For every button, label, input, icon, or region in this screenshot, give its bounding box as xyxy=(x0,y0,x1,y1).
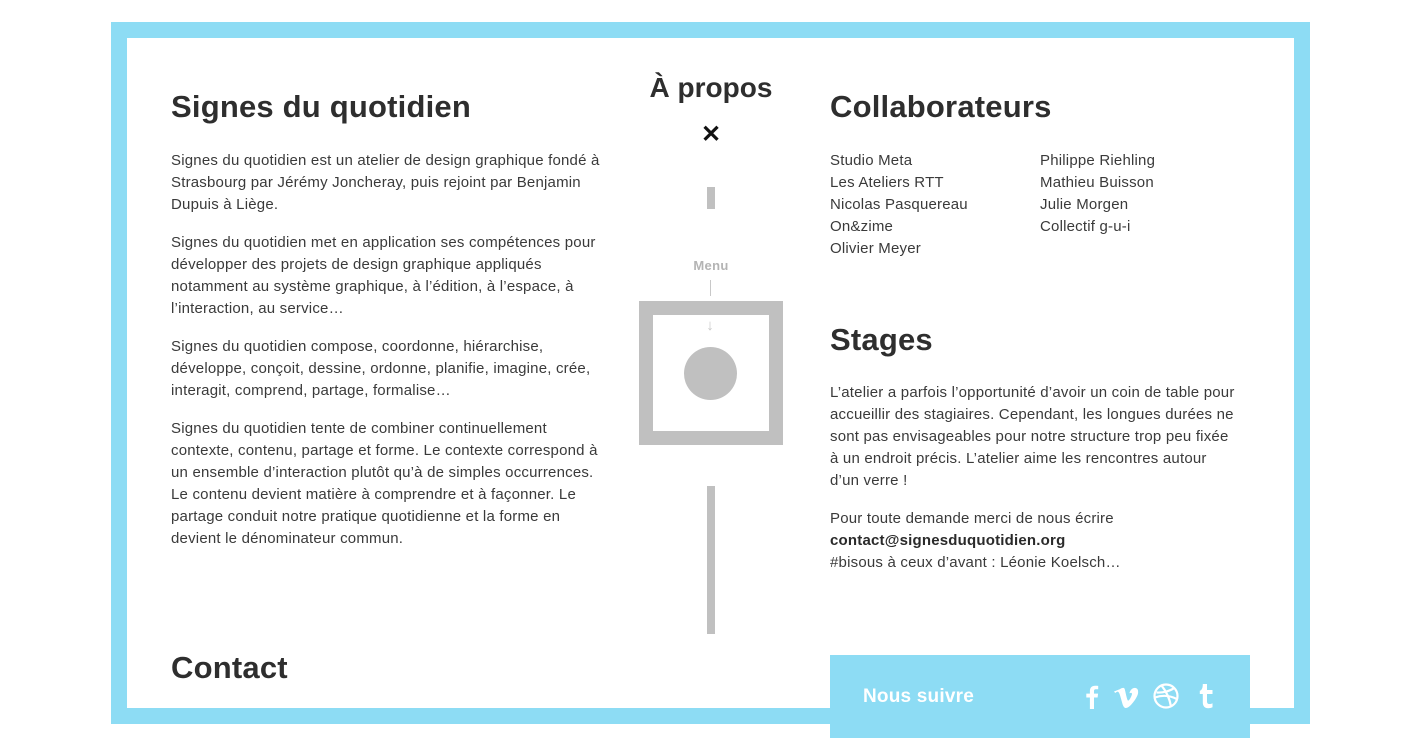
dribbble-icon[interactable] xyxy=(1152,682,1180,710)
list-item: Studio Meta xyxy=(830,152,913,169)
list-item: Collectif g-u-i xyxy=(1040,218,1131,235)
contact-paragraph xyxy=(830,508,1240,574)
menu-label: Menu xyxy=(693,258,729,273)
section-title-collaborateurs: Collaborateurs xyxy=(830,89,1052,124)
collaborators-list-1 xyxy=(830,150,968,260)
philosophy-paragraph: Signes du quotidien tente de combiner continuellement contexte, contenu, partage et forme. Le contexte correspond à un ensemble d’interaction plutôt qu’à de simples occurrences. Le contenu devient matière à comprendre et à façonner. Le partage conduit notre pratique quotidienne et la forme en devient le dénominateur commun. xyxy=(171,420,598,547)
menu-dot-icon[interactable] xyxy=(684,347,737,400)
section-title-signes: Signes du quotidien xyxy=(171,89,472,124)
arrow-down-icon: ↓ xyxy=(706,317,714,334)
vimeo-icon[interactable] xyxy=(1112,682,1140,710)
contact-intro: Pour toute demande merci de nous écrire xyxy=(830,510,1114,527)
list-item: Les Ateliers RTT xyxy=(830,174,944,191)
facebook-icon[interactable] xyxy=(1078,682,1106,710)
collaborators-list-2 xyxy=(1040,150,1155,238)
stages-paragraph: L’atelier a parfois l’opportunité d’avoir un coin de table pour accueillir des stagiaires. Cependant, les longues durées ne sont pas envisageables pour notre structure trop peu fixée à un endroit précis. L’atelier aime les rencontres autour d’un verre ! xyxy=(830,384,1235,489)
scroll-indicator-top xyxy=(707,187,715,209)
page-title: À propos xyxy=(649,72,773,103)
menu-connector-line xyxy=(710,280,711,296)
tumblr-icon[interactable] xyxy=(1192,682,1220,710)
list-item: Philippe Riehling xyxy=(1040,152,1156,169)
social-follow-bar xyxy=(830,655,1250,738)
email-link[interactable]: contact@signesduquotidien.org xyxy=(830,532,1066,549)
scroll-track[interactable] xyxy=(707,486,715,634)
intro-paragraph: Signes du quotidien est un atelier de design graphique fondé à Strasbourg par Jérémy Joncheray, puis rejoint par Benjamin Dupuis à Liège. xyxy=(171,152,600,213)
list-item: Olivier Meyer xyxy=(830,240,921,257)
follow-label: Nous suivre xyxy=(863,686,974,707)
list-item: Mathieu Buisson xyxy=(1040,174,1154,191)
verbs-paragraph: Signes du quotidien compose, coordonne, hiérarchise, développe, conçoit, dessine, ordonne, planifie, imagine, crée, interagit, comprend, partage, formalise… xyxy=(171,338,591,399)
section-title-contact: Contact xyxy=(171,650,288,685)
skills-paragraph: Signes du quotidien met en application ses compétences pour développer des projets de design graphique appliqués notamment au système graphique, à l’édition, à l’espace, à l’interaction, au service… xyxy=(171,234,596,317)
section-title-stages: Stages xyxy=(830,322,933,357)
list-item: Julie Morgen xyxy=(1040,196,1129,213)
list-item: Nicolas Pasquereau xyxy=(830,196,968,213)
bisous-text: #bisous à ceux d’avant : Léonie Koelsch… xyxy=(830,554,1121,571)
list-item: On&zime xyxy=(830,218,894,235)
close-icon[interactable]: ✕ xyxy=(700,121,722,148)
